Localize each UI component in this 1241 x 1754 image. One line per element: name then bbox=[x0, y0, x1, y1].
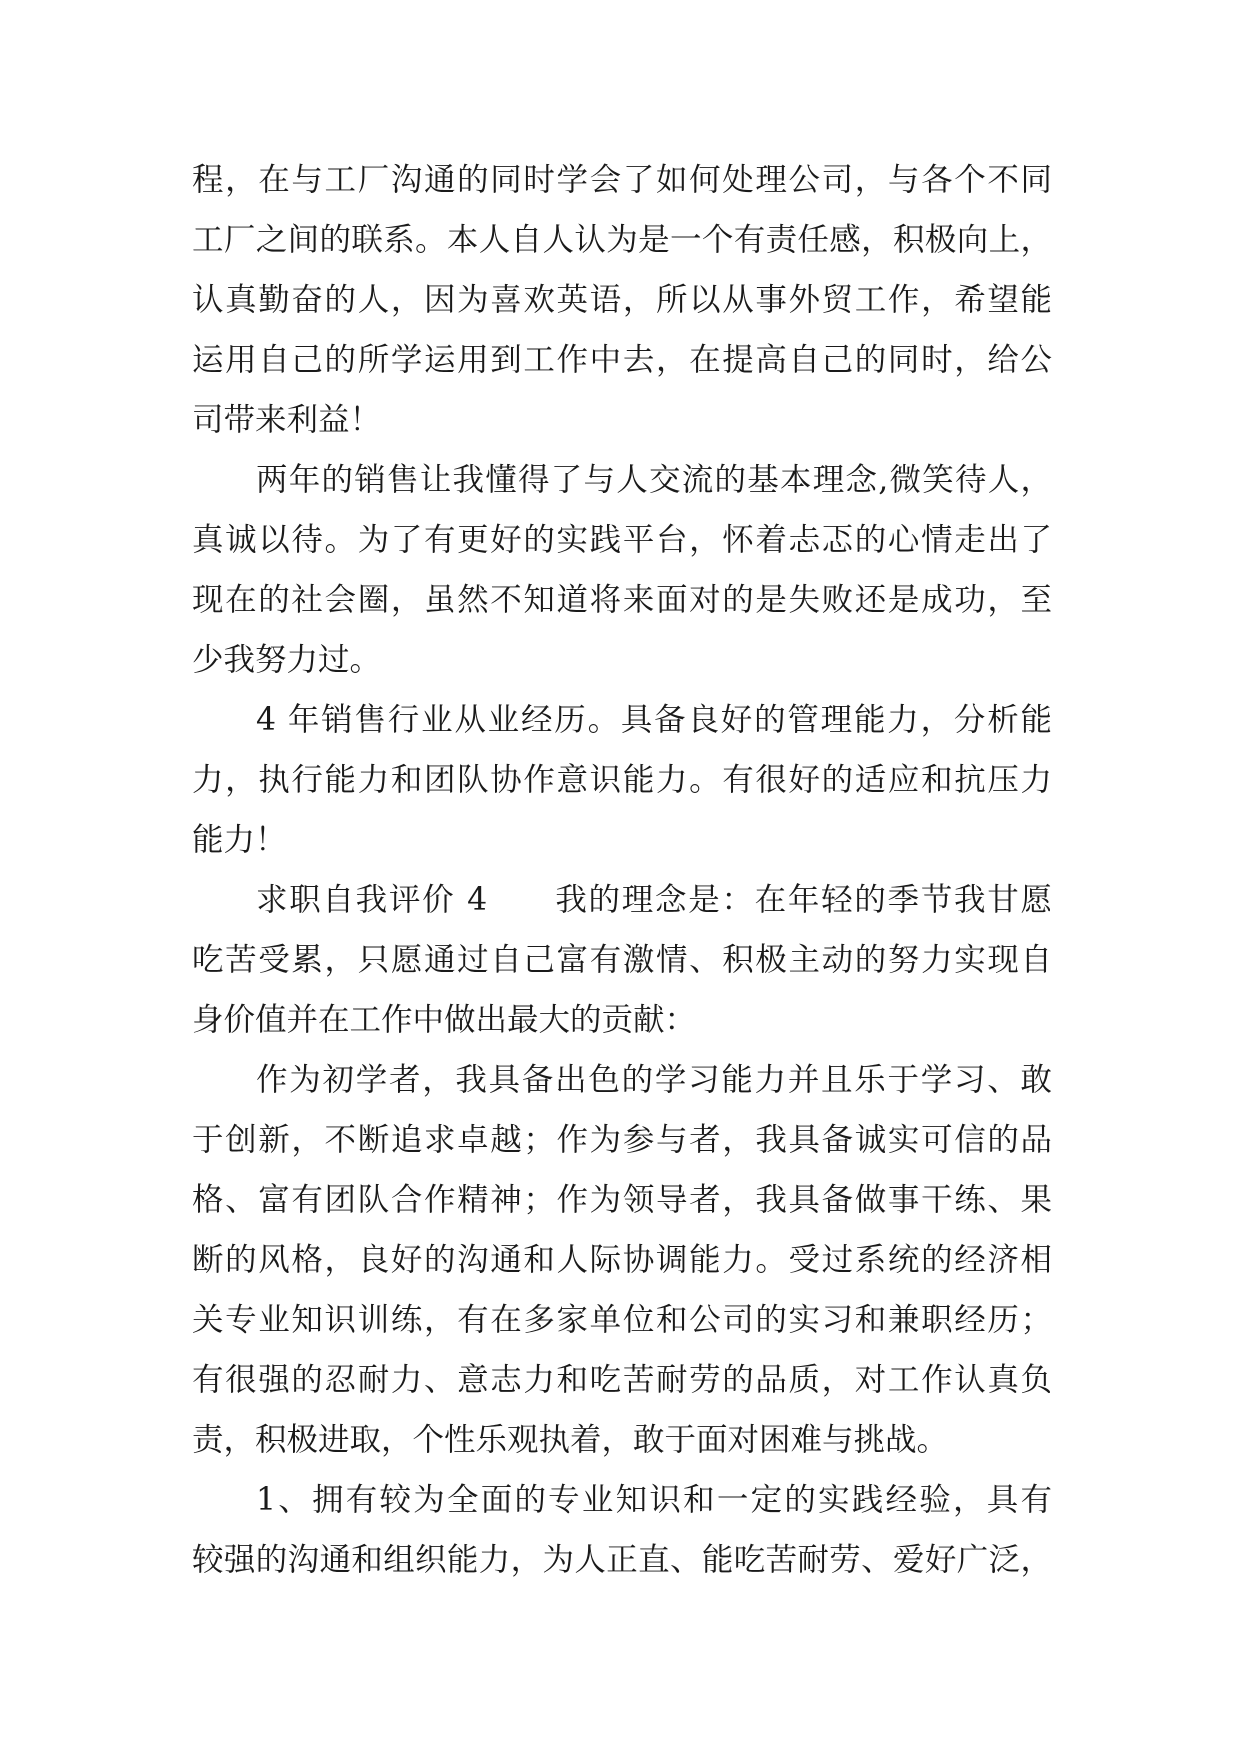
text-line: 较强的沟通和组织能力，为人正直、能吃苦耐劳、爱好广泛， bbox=[192, 1542, 1052, 1578]
text-line: 身价值并在工作中做出最大的贡献： bbox=[192, 1002, 697, 1038]
text-line: 1、拥有较为全面的专业知识和一定的实践经验，具有 bbox=[256, 1482, 1052, 1518]
paragraph-roles bbox=[192, 1050, 1052, 1470]
text-line: 两年的销售让我懂得了与人交流的基本理念,微笑待人， bbox=[256, 462, 1052, 498]
text-line: 吃苦受累，只愿通过自己富有激情、积极主动的努力实现自 bbox=[192, 942, 1052, 978]
text-line: 少我努力过。 bbox=[192, 642, 382, 678]
text-line: 责，积极进取，个性乐观执着，敢于面对困难与挑战。 bbox=[192, 1422, 949, 1458]
paragraph-self-evaluation-4 bbox=[192, 870, 1052, 1050]
text-line: 司带来利益！ bbox=[192, 402, 382, 438]
text-line: 格、富有团队合作精神；作为领导者，我具备做事干练、果 bbox=[192, 1182, 1052, 1218]
paragraph-item-1 bbox=[192, 1470, 1052, 1590]
text-line: 断的风格，良好的沟通和人际协调能力。受过系统的经济相 bbox=[192, 1242, 1052, 1278]
text-line: 力，执行能力和团队协作意识能力。有很好的适应和抗压力 bbox=[192, 762, 1052, 798]
text-line: 有很强的忍耐力、意志力和吃苦耐劳的品质，对工作认真负 bbox=[192, 1362, 1052, 1398]
text-line: 现在的社会圈，虽然不知道将来面对的是失败还是成功，至 bbox=[192, 582, 1052, 618]
text-line: 于创新，不断追求卓越；作为参与者，我具备诚实可信的品 bbox=[192, 1122, 1052, 1158]
text-line: 作为初学者，我具备出色的学习能力并且乐于学习、敢 bbox=[256, 1062, 1052, 1098]
paragraph-four-years bbox=[192, 690, 1052, 870]
text-line: 关专业知识训练，有在多家单位和公司的实习和兼职经历； bbox=[192, 1302, 1052, 1338]
text-line: 真诚以待。为了有更好的实践平台，怀着忐忑的心情走出了 bbox=[192, 522, 1052, 558]
text-line: 程，在与工厂沟通的同时学会了如何处理公司，与各个不同 bbox=[192, 162, 1052, 198]
text-line: 认真勤奋的人，因为喜欢英语，所以从事外贸工作，希望能 bbox=[192, 282, 1052, 318]
paragraph-sales-experience bbox=[192, 450, 1052, 690]
text-line: 能力！ bbox=[192, 822, 287, 858]
text-line: 求职自我评价 4 我的理念是：在年轻的季节我甘愿 bbox=[256, 882, 1052, 918]
document-body bbox=[192, 150, 1052, 1590]
text-line: 4 年销售行业从业经历。具备良好的管理能力，分析能 bbox=[256, 702, 1052, 738]
paragraph-company-relations bbox=[192, 150, 1052, 450]
text-line: 运用自己的所学运用到工作中去，在提高自己的同时，给公 bbox=[192, 342, 1052, 378]
text-line: 工厂之间的联系。本人自人认为是一个有责任感，积极向上， bbox=[192, 222, 1052, 258]
